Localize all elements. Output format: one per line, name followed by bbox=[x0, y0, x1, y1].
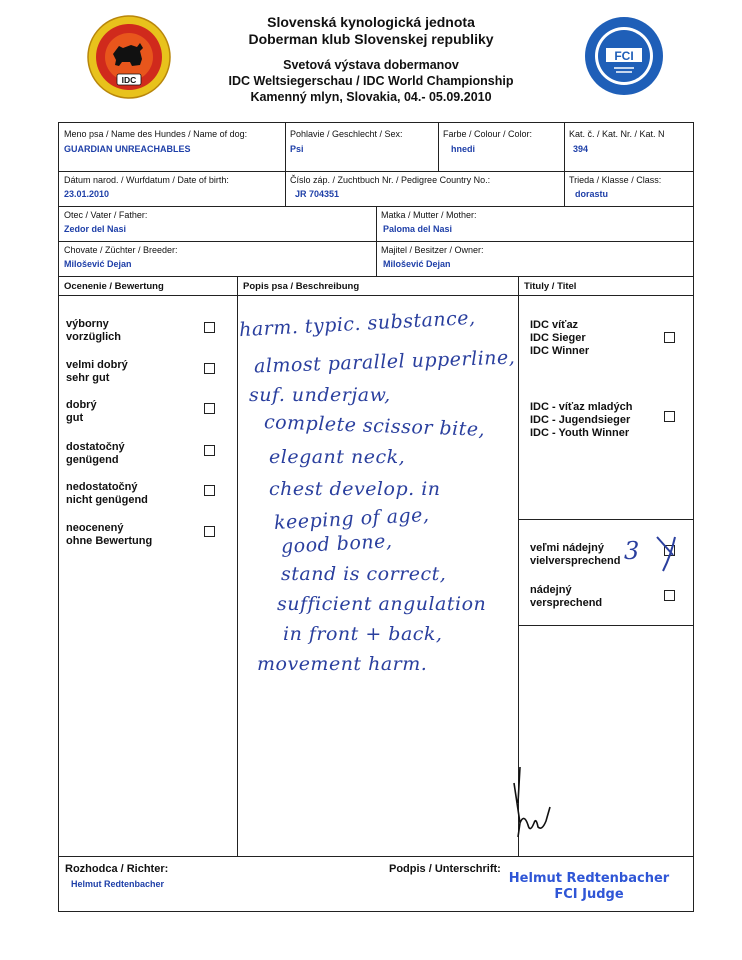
description-line: keeping of age, bbox=[273, 503, 430, 535]
catalog-value: 394 bbox=[573, 144, 589, 154]
title-youth-winner-checkbox[interactable] bbox=[664, 411, 675, 422]
header-event: Svetová výstava dobermanov bbox=[283, 58, 459, 72]
rating-very-good: velmi dobrý sehr gut bbox=[66, 359, 128, 384]
header-club: Doberman klub Slovenskej republiky bbox=[248, 31, 494, 47]
title-very-promising: veľmi nádejný vielversprechend bbox=[530, 542, 621, 567]
checkmark-icon bbox=[653, 533, 683, 573]
header-championship: IDC Weltsiegerschau / IDC World Championship bbox=[228, 74, 514, 88]
colour-value: hnedi bbox=[451, 144, 475, 154]
description-line: in front + back, bbox=[283, 623, 443, 645]
father-value: Zedor del Nasi bbox=[64, 224, 127, 234]
title-promising: nádejný versprechend bbox=[530, 584, 603, 609]
judge-signature bbox=[484, 763, 564, 843]
sex-label: Pohlavie / Geschlecht / Sex: bbox=[290, 129, 403, 139]
colour-label: Farbe / Colour / Color: bbox=[443, 129, 533, 139]
rating-not-rated-checkbox[interactable] bbox=[204, 526, 215, 537]
idc-logo bbox=[86, 14, 172, 100]
description-line: sufficient angulation bbox=[277, 593, 487, 615]
judging-form bbox=[58, 122, 694, 912]
judge-name: Helmut Redtenbacher bbox=[71, 879, 165, 889]
description-line: complete scissor bite, bbox=[263, 411, 486, 441]
header-org: Slovenská kynologická jednota bbox=[267, 14, 475, 30]
fci-logo-text: FCI bbox=[614, 49, 634, 63]
description-line: elegant neck, bbox=[269, 446, 406, 468]
judge-label: Rozhodca / Richter: bbox=[65, 863, 169, 875]
sex-value: Psi bbox=[290, 144, 304, 154]
dob-label: Dátum narod. / Wurfdatum / Date of birth: bbox=[64, 175, 229, 185]
owner-label: Majitel / Besitzer / Owner: bbox=[381, 245, 484, 255]
promising-checkbox[interactable] bbox=[664, 590, 675, 601]
description-line: harm. typic. substance, bbox=[238, 306, 477, 342]
class-value: dorastu bbox=[575, 189, 609, 199]
rating-not-rated: neocenený ohne Bewertung bbox=[66, 522, 153, 547]
description-line: chest develop. in bbox=[269, 478, 441, 500]
description-line: stand is correct, bbox=[281, 563, 447, 585]
rating-excellent: výborny vorzüglich bbox=[66, 318, 122, 343]
title-idc-winner: IDC víťaz IDC Sieger IDC Winner bbox=[530, 319, 590, 357]
idc-logo-text: IDC bbox=[121, 75, 137, 85]
rating-excellent-checkbox[interactable] bbox=[204, 322, 215, 333]
rating-header: Ocenenie / Bewertung bbox=[64, 281, 164, 292]
mother-value: Paloma del Nasi bbox=[383, 224, 453, 234]
description-line: good bone, bbox=[280, 530, 393, 558]
dog-name-label: Meno psa / Name des Hundes / Name of dog: bbox=[64, 129, 248, 139]
dog-name: GUARDIAN UNREACHABLES bbox=[64, 144, 191, 154]
rating-good: dobrý gut bbox=[66, 399, 97, 424]
mother-label: Matka / Mutter / Mother: bbox=[381, 210, 477, 220]
catalog-label: Kat. č. / Kat. Nr. / Kat. N bbox=[569, 129, 665, 139]
rating-sufficient: dostatočný genügend bbox=[66, 441, 125, 466]
title-youth-winner: IDC - víťaz mladých IDC - Jugendsieger IDC - Youth Winner bbox=[530, 401, 633, 439]
judge-stamp: Helmut Redtenbacher FCI Judge bbox=[508, 871, 670, 902]
signature-label: Podpis / Unterschrift: bbox=[389, 863, 501, 875]
very-promising-placement: 3 bbox=[624, 537, 640, 565]
pedigree-label: Číslo záp. / Zuchtbuch Nr. / Pedigree Country No.: bbox=[290, 175, 491, 185]
pedigree-value: JR 704351 bbox=[295, 189, 340, 199]
title-idc-winner-checkbox[interactable] bbox=[664, 332, 675, 343]
breeder-label: Chovate / Züchter / Breeder: bbox=[64, 245, 178, 255]
description-line: movement harm. bbox=[257, 653, 428, 675]
titles-header: Tituly / Titel bbox=[524, 281, 577, 292]
class-label: Trieda / Klasse / Class: bbox=[569, 175, 662, 185]
description-line: suf. underjaw, bbox=[249, 384, 391, 406]
rating-good-checkbox[interactable] bbox=[204, 403, 215, 414]
breeder-value: Milošević Dejan bbox=[64, 259, 132, 269]
description-line: almost parallel upperline, bbox=[253, 346, 516, 378]
header-location-date: Kamenný mlyn, Slovakia, 04.- 05.09.2010 bbox=[250, 90, 492, 104]
rating-very-good-checkbox[interactable] bbox=[204, 363, 215, 374]
fci-logo bbox=[584, 16, 664, 96]
dob-value: 23.01.2010 bbox=[64, 189, 110, 199]
rating-sufficient-checkbox[interactable] bbox=[204, 445, 215, 456]
father-label: Otec / Vater / Father: bbox=[64, 210, 148, 220]
rating-insufficient-checkbox[interactable] bbox=[204, 485, 215, 496]
rating-insufficient: nedostatočný nicht genügend bbox=[66, 481, 148, 506]
owner-value: Milošević Dejan bbox=[383, 259, 451, 269]
description-header: Popis psa / Beschreibung bbox=[243, 281, 360, 292]
